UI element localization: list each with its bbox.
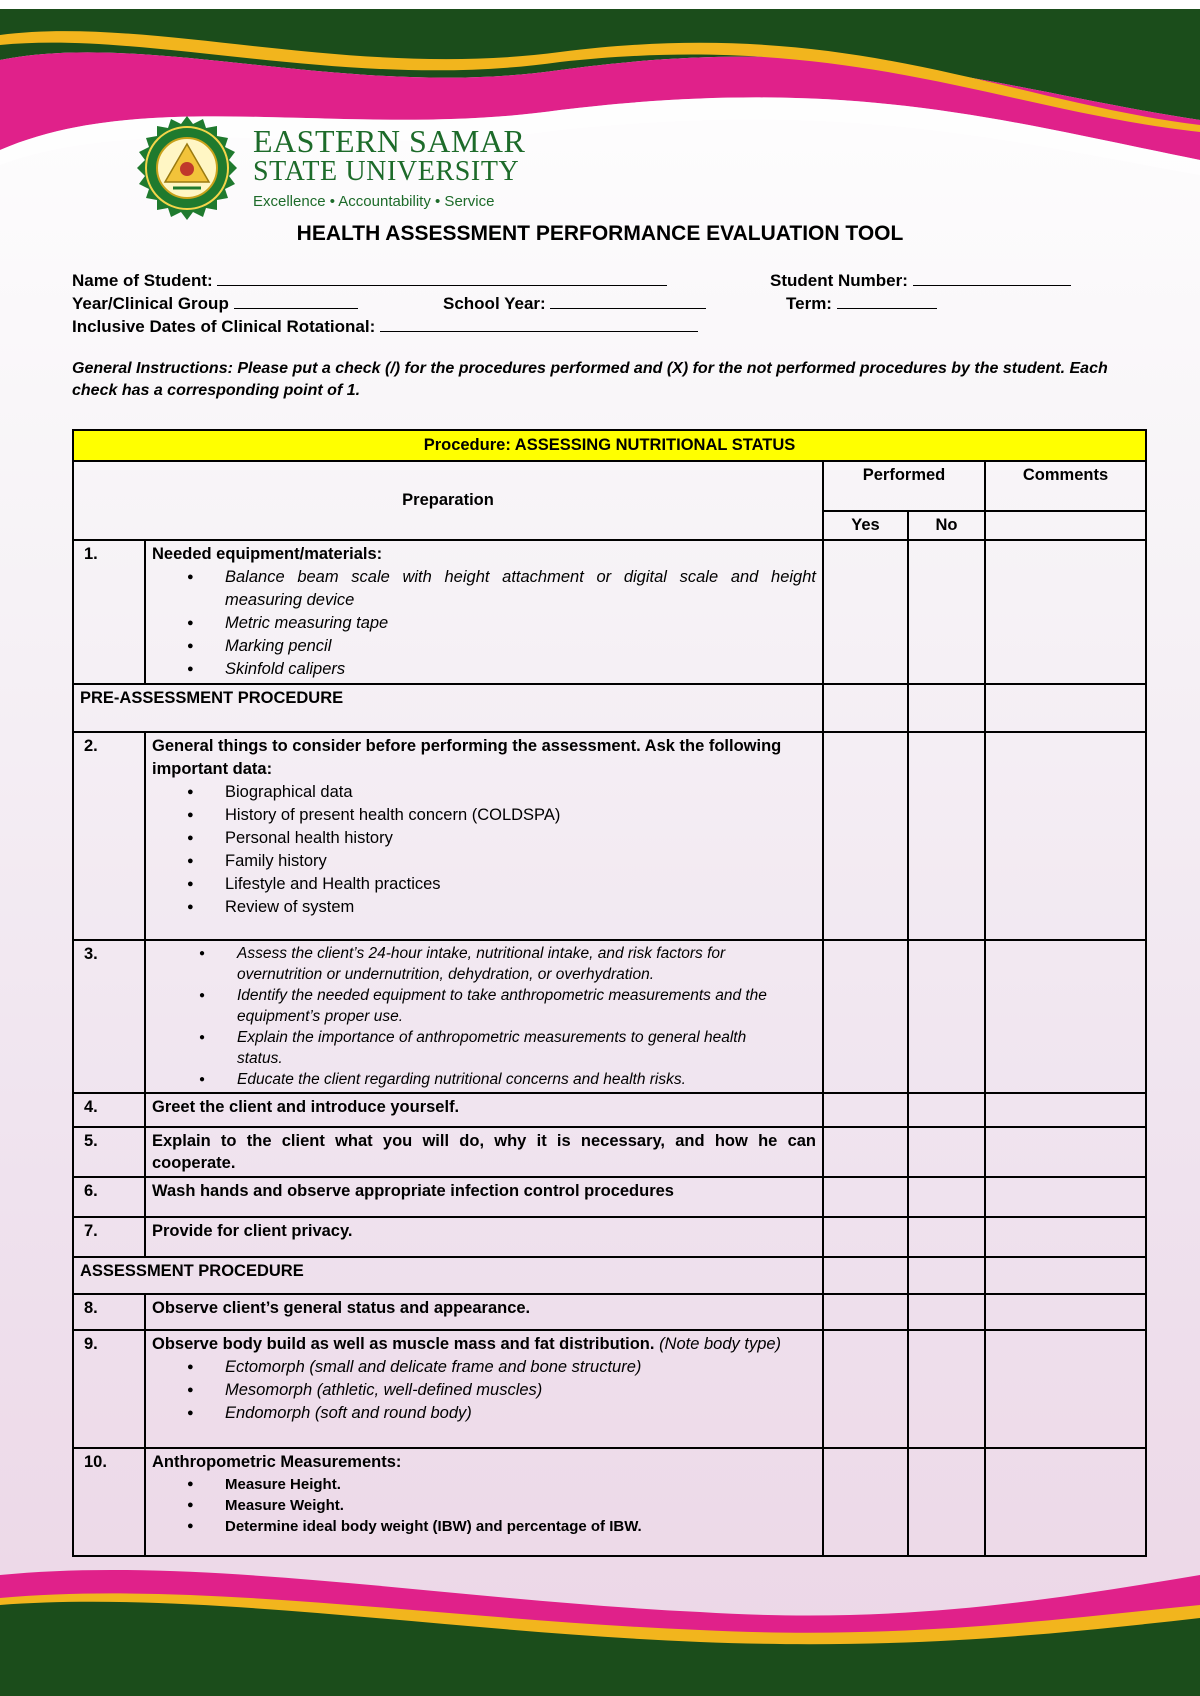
field-term — [786, 291, 937, 314]
university-seal-logo — [133, 114, 241, 222]
row-content — [145, 940, 823, 1093]
comments-cell[interactable] — [985, 1330, 1146, 1448]
comments-cell[interactable] — [985, 732, 1146, 940]
university-name-line2: STATE UNIVERSITY — [253, 156, 520, 187]
row-number: 8. — [73, 1294, 145, 1330]
row-title: Anthropometric Measurements: — [152, 1453, 402, 1471]
table-row — [73, 1294, 1146, 1330]
col-preparation: Preparation — [73, 461, 823, 540]
list-item: ● Review of system — [225, 896, 816, 919]
row-content — [145, 732, 823, 940]
yes-cell[interactable] — [823, 1294, 908, 1330]
blank-line[interactable] — [234, 291, 358, 309]
comments-cell[interactable] — [985, 1177, 1146, 1217]
list-item: ● Lifestyle and Health practices — [225, 873, 816, 896]
no-cell[interactable] — [908, 1257, 985, 1294]
procedure-title: Procedure: ASSESSING NUTRITIONAL STATUS — [73, 430, 1146, 461]
row-number: 4. — [73, 1093, 145, 1127]
field-school-year — [443, 291, 706, 314]
table-row — [73, 1127, 1146, 1177]
row-content — [145, 540, 823, 684]
list-item: ● Ectomorph (small and delicate frame and bone structure) — [225, 1356, 816, 1379]
row-number: 3. — [73, 940, 145, 1093]
list-item: ● Marking pencil — [225, 635, 816, 658]
list-item: ● Assess the client’s 24-hour intake, nutritional intake, and risk factors for overnutrition or undernutrition, dehydration, or overhydration. — [237, 943, 796, 985]
field-year-group — [72, 291, 358, 314]
field-student-number — [770, 268, 1071, 291]
yes-cell[interactable] — [823, 1217, 908, 1257]
section-row — [73, 684, 1146, 732]
list-item: ● Endomorph (soft and round body) — [225, 1402, 816, 1425]
general-instructions: General Instructions: Please put a check (/) for the procedures performed and (X) for the not performed procedures by the student. Each check has a corresponding point of 1. — [72, 360, 1108, 399]
comments-cell[interactable] — [985, 940, 1146, 1093]
bullet-list — [152, 1356, 816, 1425]
list-item: ● Personal health history — [225, 827, 816, 850]
blank-line[interactable] — [550, 291, 706, 309]
university-wordmark — [253, 125, 525, 213]
no-cell[interactable] — [908, 1127, 985, 1177]
procedure-title-row — [73, 430, 1146, 461]
list-item: ● Determine ideal body weight (IBW) and percentage of IBW. — [225, 1516, 816, 1537]
yes-cell[interactable] — [823, 1330, 908, 1448]
col-performed: Performed — [823, 461, 985, 511]
row-content — [145, 1448, 823, 1556]
row-title: Observe body build as well as muscle mass and fat distribution. — [152, 1335, 655, 1353]
section-label: ASSESSMENT PROCEDURE — [73, 1257, 823, 1294]
row-number: 1. — [73, 540, 145, 684]
row-number: 5. — [73, 1127, 145, 1177]
evaluation-table — [72, 429, 1147, 1557]
row-note: (Note body type) — [659, 1335, 782, 1353]
row-text: Greet the client and introduce yourself. — [145, 1093, 823, 1127]
blank-line[interactable] — [380, 314, 698, 332]
field-label: Inclusive Dates of Clinical Rotational: — [72, 317, 376, 336]
list-item: ● Measure Height. — [225, 1474, 816, 1495]
bullet-list — [152, 566, 816, 681]
table-row — [73, 732, 1146, 940]
table-row — [73, 1177, 1146, 1217]
row-content — [145, 1330, 823, 1448]
table-row — [73, 1330, 1146, 1448]
row-number: 9. — [73, 1330, 145, 1448]
yes-cell[interactable] — [823, 540, 908, 684]
field-label: Term: — [786, 294, 832, 313]
row-number: 7. — [73, 1217, 145, 1257]
list-item: ● Educate the client regarding nutritional concerns and health risks. — [237, 1069, 796, 1090]
table-row — [73, 540, 1146, 684]
field-label: Name of Student: — [72, 271, 213, 290]
yes-cell[interactable] — [823, 1257, 908, 1294]
table-row — [73, 940, 1146, 1093]
field-inclusive-dates — [72, 314, 698, 337]
col-comments-sub — [985, 511, 1146, 540]
blank-line[interactable] — [837, 291, 937, 309]
table-row — [73, 1448, 1146, 1556]
yes-cell[interactable] — [823, 684, 908, 732]
no-cell[interactable] — [908, 940, 985, 1093]
row-text: Explain to the client what you will do, why it is necessary, and how he can cooperate. — [145, 1127, 823, 1177]
comments-cell[interactable] — [985, 1093, 1146, 1127]
list-item: ● Explain the importance of anthropometric measurements to general health status. — [237, 1027, 796, 1069]
field-label: Year/Clinical Group — [72, 294, 229, 313]
row-number: 6. — [73, 1177, 145, 1217]
yes-cell[interactable] — [823, 732, 908, 940]
comments-cell[interactable] — [985, 1217, 1146, 1257]
field-label: School Year: — [443, 294, 546, 313]
no-cell[interactable] — [908, 1330, 985, 1448]
no-cell[interactable] — [908, 540, 985, 684]
yes-cell[interactable] — [823, 1093, 908, 1127]
no-cell[interactable] — [908, 1294, 985, 1330]
header-row — [73, 461, 1146, 511]
document-title: HEALTH ASSESSMENT PERFORMANCE EVALUATION TOOL — [296, 222, 904, 245]
comments-cell[interactable] — [985, 1448, 1146, 1556]
yes-cell[interactable] — [823, 940, 908, 1093]
table-row — [73, 1093, 1146, 1127]
list-item: ● Biographical data — [225, 781, 816, 804]
row-title: Needed equipment/materials: — [152, 545, 383, 563]
yes-cell[interactable] — [823, 1127, 908, 1177]
comments-cell[interactable] — [985, 684, 1146, 732]
bullet-list — [152, 781, 816, 919]
section-label: PRE-ASSESSMENT PROCEDURE — [73, 684, 823, 732]
blank-line[interactable] — [913, 268, 1071, 286]
list-item: ● Metric measuring tape — [225, 612, 816, 635]
no-cell[interactable] — [908, 1217, 985, 1257]
row-text: Provide for client privacy. — [145, 1217, 823, 1257]
no-cell[interactable] — [908, 1093, 985, 1127]
list-item: ● Balance beam scale with height attachment or digital scale and height measuring device — [225, 566, 816, 612]
no-cell[interactable] — [908, 1177, 985, 1217]
field-name-of-student — [72, 268, 667, 291]
list-item: ● Identify the needed equipment to take anthropometric measurements and the equipment’s proper use. — [237, 985, 796, 1027]
bullet-list — [152, 1474, 816, 1537]
university-name-line1: EASTERN SAMAR — [253, 123, 526, 159]
no-cell[interactable] — [908, 1448, 985, 1556]
row-number: 10. — [73, 1448, 145, 1556]
university-motto: Excellence • Accountability • Service — [253, 193, 495, 210]
col-no: No — [908, 511, 985, 540]
yes-cell[interactable] — [823, 1448, 908, 1556]
row-number: 2. — [73, 732, 145, 940]
row-title: General things to consider before performing the assessment. Ask the following important data: — [152, 737, 782, 778]
field-label: Student Number: — [770, 271, 908, 290]
section-row — [73, 1257, 1146, 1294]
no-cell[interactable] — [908, 684, 985, 732]
list-item: ● History of present health concern (COLDSPA) — [225, 804, 816, 827]
list-item: ● Measure Weight. — [225, 1495, 816, 1516]
comments-cell[interactable] — [985, 1127, 1146, 1177]
comments-cell[interactable] — [985, 1257, 1146, 1294]
row-text: Wash hands and observe appropriate infection control procedures — [145, 1177, 823, 1217]
comments-cell[interactable] — [985, 1294, 1146, 1330]
list-item: ● Mesomorph (athletic, well-defined muscles) — [225, 1379, 816, 1402]
table-row — [73, 1217, 1146, 1257]
col-comments: Comments — [985, 461, 1146, 511]
row-text: Observe client’s general status and appearance. — [145, 1294, 823, 1330]
bullet-list — [152, 943, 816, 1090]
yes-cell[interactable] — [823, 1177, 908, 1217]
no-cell[interactable] — [908, 732, 985, 940]
comments-cell[interactable] — [985, 540, 1146, 684]
col-yes: Yes — [823, 511, 908, 540]
list-item: ● Family history — [225, 850, 816, 873]
list-item: ● Skinfold calipers — [225, 658, 816, 681]
blank-line[interactable] — [217, 268, 667, 286]
